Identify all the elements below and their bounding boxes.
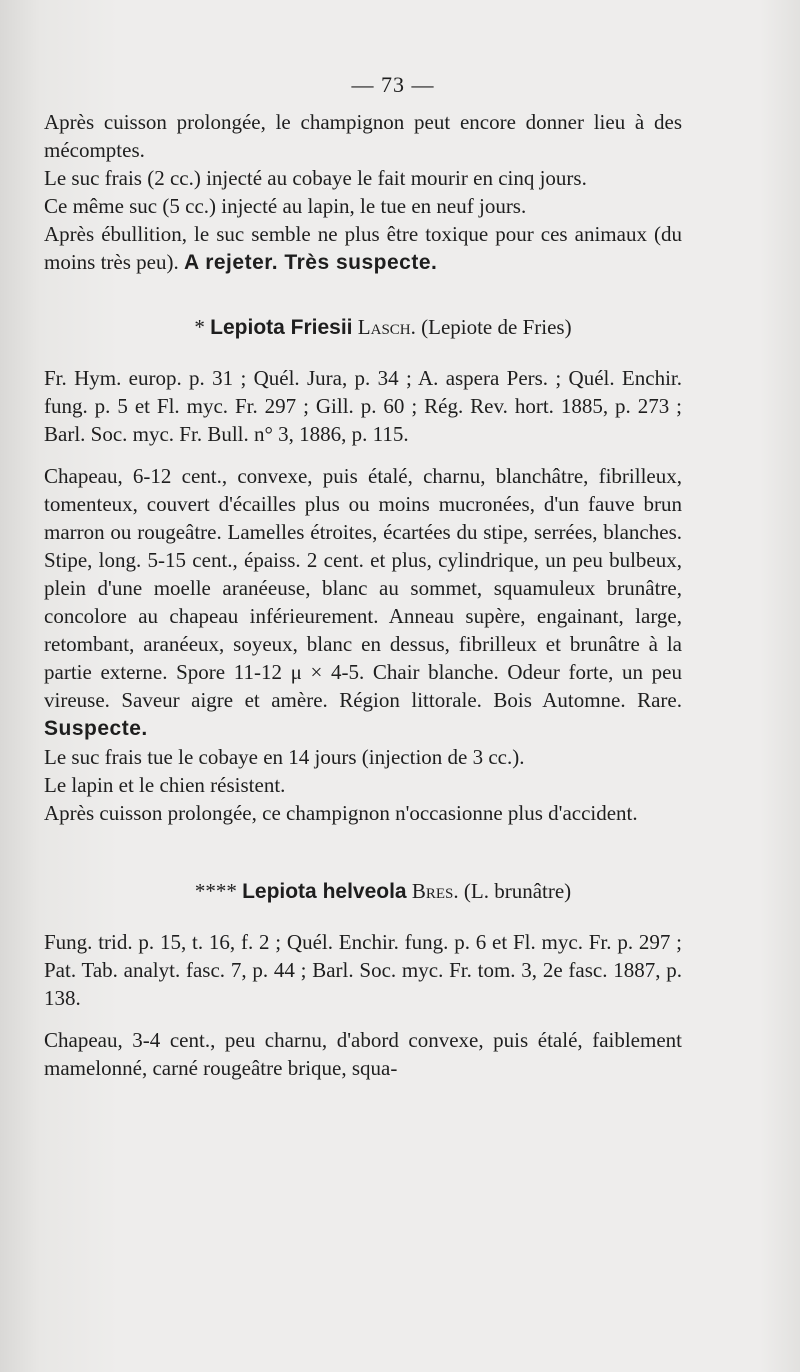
rating-stars: **** (194, 879, 237, 903)
species-name: Lepiota helveola (242, 880, 407, 903)
species-heading (44, 315, 682, 340)
paragraph: Le suc frais (2 cc.) injecté au cobaye le fait mourir en cinq jours. (44, 166, 587, 190)
verdict: A rejeter. Très suspecte. (183, 251, 438, 274)
species-name: Lepiota Friesii (210, 316, 353, 339)
references: Fr. Hym. europ. p. 31 ; Quél. Jura, p. 34 ; A. aspera Pers. ; Quél. Enchir. fung. p. 5 et Fl. myc. Fr. 297 ; Gill. p. 60 ; Rég. Rev. hort. 1885, p. 273 ; Barl. Soc. myc. Fr. Bull. n° 3, 1886, p. 115. (44, 366, 682, 446)
paragraph: Après cuisson prolongée, ce champignon n'occasionne plus d'accident. (44, 801, 638, 825)
species-heading (44, 879, 682, 904)
intro-section (44, 108, 682, 277)
species-author: Bres. (411, 879, 459, 903)
common-name: (Lepiote de Fries) (421, 315, 572, 339)
references: Fung. trid. p. 15, t. 16, f. 2 ; Quél. Enchir. fung. p. 6 et Fl. myc. Fr. p. 297 ; Pat. Tab. analyt. fasc. 7, p. 44 ; Barl. Soc. myc. Fr. tom. 3, 2e fasc. 1887, p. 138. (44, 930, 682, 1010)
description: Chapeau, 3-4 cent., peu charnu, d'abord convexe, puis étalé, faiblement mamelonné, carné rougeâtre brique, squa- (44, 1028, 682, 1080)
description (44, 462, 682, 743)
verdict: Suspecte. (44, 717, 148, 740)
paragraph: Le suc frais tue le cobaye en 14 jours (injection de 3 cc.). (44, 745, 525, 769)
rating-stars: * (194, 315, 205, 339)
description-text: Chapeau, 6-12 cent., convexe, puis étalé, charnu, blanchâtre, fibrilleux, tomenteux, couvert d'écailles plus ou moins mucronées, d'un fauve brun marron ou rougeâtre. Lamelles étroites, écartées du stipe, serrées, blanches. Stipe, long. 5-15 cent., épaiss. 2 cent. et plus, cylindrique, un peu bulbeux, plein d'une moelle aranéeuse, blanc au sommet, squamuleux brunâtre, concolore au chapeau inférieurement. Anneau supère, engainant, large, retombant, aranéeux, soyeux, blanc en dessus, fibrilleux et brunâtre à la partie externe. Spore 11-12 μ × 4-5. Chair blanche. Odeur forte, un peu vireuse. Saveur aigre et amère. Région littorale. Bois Automne. Rare. (44, 464, 682, 712)
species-author: Lasch. (357, 315, 416, 339)
paragraph: Ce même suc (5 cc.) injecté au lapin, le tue en neuf jours. (44, 194, 527, 218)
common-name: (L. brunâtre) (463, 879, 572, 903)
paragraph: Le lapin et le chien résistent. (44, 773, 286, 797)
paragraph (44, 220, 682, 277)
paragraph-text: Après ébullition, le suc semble ne plus être toxique pour ces animaux (du moins très peu). (44, 222, 682, 274)
paragraph: Après cuisson prolongée, le champignon peut encore donner lieu à des mécomptes. (44, 110, 682, 162)
page-number: — 73 — (351, 72, 435, 97)
